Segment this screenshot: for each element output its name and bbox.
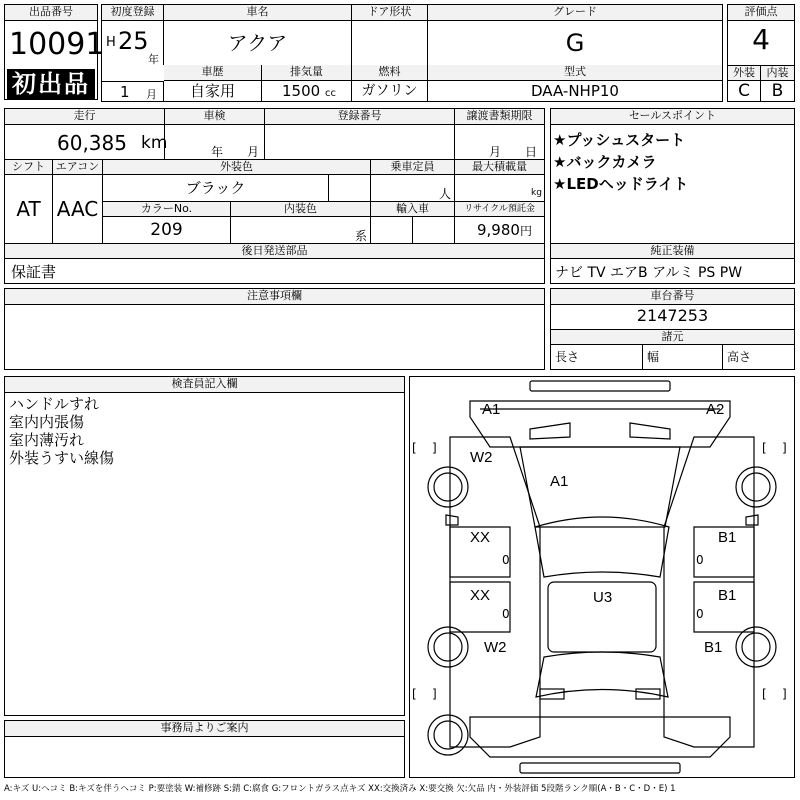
zero-marker: 0 — [696, 607, 704, 621]
later-parts-label: 後日発送部品 — [5, 243, 544, 259]
fuel-value: ガソリン — [352, 81, 428, 101]
inspector-label: 検査員記入欄 — [5, 377, 404, 393]
headlight-left-shape — [530, 423, 570, 439]
inspector-line: ハンドルすれ — [9, 395, 100, 413]
reg-month: 1 — [120, 83, 130, 101]
score-box — [727, 4, 795, 102]
spec-length: 長さ — [551, 345, 643, 369]
mirror-left-shape — [446, 515, 458, 525]
mark-front-left: A1 — [482, 401, 501, 418]
inspection-cell — [165, 125, 265, 159]
inspector-line: 室内内張傷 — [9, 413, 85, 431]
displacement-label: 排気量 — [262, 65, 352, 81]
office-box — [4, 720, 405, 778]
history-value: 自家用 — [164, 81, 262, 101]
model-label: 型式 — [428, 65, 722, 81]
zero-marker: 0 — [502, 553, 510, 567]
spec-height: 高さ — [727, 350, 752, 364]
displacement-unit: cc — [324, 88, 336, 99]
spec-width: 幅 — [643, 345, 723, 369]
transfer-month-unit: 月 — [489, 145, 502, 159]
zero-marker: 0 — [696, 553, 704, 567]
bracket-open: [ — [762, 687, 767, 701]
inspection-year-unit: 年 — [211, 145, 224, 159]
import-label: 輸入車 — [371, 201, 455, 217]
right-body-shape — [664, 437, 754, 747]
front-outline-shape — [470, 401, 730, 447]
mark-door-front-left: XX — [470, 529, 491, 546]
shift-label: シフト — [5, 159, 53, 175]
inspection-month-unit: 月 — [247, 145, 260, 159]
mark-door-front-right: B1 — [718, 529, 737, 546]
car-name-label: 車名 — [164, 5, 352, 21]
mileage-value: 60,385 — [57, 131, 127, 155]
exterior-color-extra — [329, 175, 371, 201]
exterior-score-label: 外装 — [728, 65, 761, 81]
chassis-value: 2147253 — [636, 306, 709, 325]
reg-label: 初度登録 — [102, 5, 164, 21]
mark-door-rear-left: XX — [470, 587, 491, 604]
exterior-score: C — [728, 81, 761, 101]
mileage-unit: km — [141, 133, 168, 153]
lot-number: 10091 — [9, 27, 105, 62]
chassis-label: 車台番号 — [551, 289, 794, 305]
mirror-right-shape — [746, 515, 758, 525]
model-value: DAA-NHP10 — [531, 82, 619, 100]
lot-box — [4, 4, 105, 100]
mark-fender-left: W2 — [470, 449, 493, 466]
rear-outline-shape — [470, 717, 730, 757]
recycle-unit: 円 — [519, 224, 532, 238]
first-listing-badge: 初出品 — [7, 69, 95, 99]
inspector-line: 室内薄汚れ — [9, 431, 85, 449]
bracket-close: ] — [782, 441, 787, 455]
mark-front-right: A2 — [706, 401, 725, 418]
recycle-value: 9,980 — [477, 221, 520, 239]
car-diagram-box — [409, 376, 795, 778]
bracket-close: ] — [432, 441, 437, 455]
bracket-close: ] — [782, 687, 787, 701]
vehicle-header-grid — [101, 4, 723, 102]
reg-year: 25 — [118, 27, 149, 55]
door-label: ドア形状 — [352, 5, 428, 21]
color-no-label: カラーNo. — [103, 201, 231, 217]
capacity-unit: 人 — [439, 187, 452, 201]
legend-footer: A:キズ U:ヘコミ B:キズを伴うヘコミ P:要塗装 W:補修跡 S:錆 C:腐食 G:フロントガラス点キズ XX:交換済み X:要交換 欠:欠品 内・外装評価 5段階ランク順(A・B・C・D・E) 1 — [4, 784, 676, 794]
wheel-rear-left-inner-shape — [434, 633, 462, 661]
interior-score: B — [771, 81, 784, 101]
headlight-right-shape — [630, 423, 670, 439]
equipment-value: ナビ TV エアB アルミ PS PW — [555, 265, 743, 281]
interior-color-label: 内装色 — [231, 201, 371, 217]
aircon-value: AAC — [53, 175, 103, 243]
rear-window-shape — [536, 652, 668, 697]
mark-roof: U3 — [593, 589, 613, 606]
history-label: 車歴 — [164, 65, 262, 81]
reg-month-cell — [102, 81, 164, 101]
sales-point-item: ★バックカメラ — [553, 153, 657, 171]
bracket-open: [ — [762, 441, 767, 455]
lot-label: 出品番号 — [5, 5, 97, 21]
reg-month-unit: 月 — [146, 88, 157, 101]
bracket-close: ] — [432, 687, 437, 701]
grade-value: G — [565, 29, 585, 57]
bracket-open: [ — [412, 687, 417, 701]
import-cell-b — [413, 217, 455, 243]
front-bumper-shape — [530, 381, 670, 391]
sales-points-box — [550, 108, 795, 284]
equipment-label: 純正装備 — [551, 243, 794, 259]
mark-rear-fender-right: B1 — [704, 639, 723, 656]
plate-label: 登録番号 — [265, 109, 455, 125]
later-parts-value: 保証書 — [11, 263, 57, 281]
inspector-line: 外装うすい線傷 — [9, 449, 115, 467]
mileage-cell — [5, 125, 168, 159]
import-cell-a — [371, 217, 413, 243]
wheel-front-right-inner-shape — [742, 473, 770, 501]
sales-points-label: セールスポイント — [551, 109, 794, 125]
sales-point-item: ★プッシュスタート — [553, 131, 686, 149]
mileage-label: 走行 — [5, 109, 165, 125]
mark-door-rear-right: B1 — [718, 587, 737, 604]
reg-year-unit: 年 — [148, 53, 159, 66]
sales-point-item: ★LEDヘッドライト — [553, 175, 689, 193]
load-cell — [455, 175, 544, 201]
capacity-label: 乗車定員 — [371, 159, 455, 175]
inspection-label: 車検 — [165, 109, 265, 125]
hood-shape — [520, 447, 680, 527]
interior-color-unit: 系 — [355, 229, 368, 243]
capacity-cell — [371, 175, 455, 201]
mark-rear-fender-left: W2 — [484, 639, 507, 656]
car-diagram — [410, 377, 794, 777]
wheel-rear-right-inner-shape — [742, 633, 770, 661]
wheel-front-left-inner-shape — [434, 473, 462, 501]
fuel-label: 燃料 — [352, 65, 428, 81]
notes-box — [4, 288, 545, 370]
score-value: 4 — [752, 23, 770, 56]
spare-wheel-inner-shape — [434, 721, 462, 749]
transfer-cell — [455, 125, 544, 159]
interior-color-cell — [231, 217, 371, 243]
reg-era: H — [106, 35, 116, 50]
load-label: 最大積載量 — [455, 159, 544, 175]
notes-label: 注意事項欄 — [5, 289, 544, 305]
sales-points-list — [553, 129, 688, 195]
windshield-shape — [535, 517, 669, 577]
load-unit: kg — [531, 188, 542, 198]
car-name: アクア — [164, 21, 352, 65]
color-no-value: 209 — [103, 217, 231, 243]
shift-value: AT — [5, 175, 53, 243]
transfer-label: 譲渡書類期限 — [455, 109, 544, 125]
zero-marker: 0 — [502, 607, 510, 621]
chassis-box — [550, 288, 795, 370]
displacement-value: 1500 — [282, 82, 321, 100]
interior-score-label: 内装 — [761, 65, 794, 81]
score-label: 評価点 — [728, 5, 794, 21]
grade-label: グレード — [428, 5, 722, 21]
aircon-label: エアコン — [53, 159, 103, 175]
plate-value — [265, 125, 455, 159]
recycle-label: リサイクル預託金 — [455, 201, 544, 217]
recycle-cell — [455, 217, 544, 243]
rear-bumper-shape — [520, 763, 680, 773]
office-label: 事務局よりご案内 — [5, 721, 404, 737]
details-grid — [4, 108, 545, 284]
specs-label: 諸元 — [551, 329, 794, 345]
exterior-color-value: ブラック — [103, 175, 329, 201]
mark-hood: A1 — [550, 473, 569, 490]
exterior-color-label: 外装色 — [103, 159, 371, 175]
bracket-open: [ — [412, 441, 417, 455]
transfer-day-unit: 日 — [525, 145, 538, 159]
displacement-cell — [262, 81, 352, 101]
inspector-lines — [9, 395, 114, 467]
reg-year-cell — [102, 21, 164, 65]
inspector-box — [4, 376, 405, 716]
